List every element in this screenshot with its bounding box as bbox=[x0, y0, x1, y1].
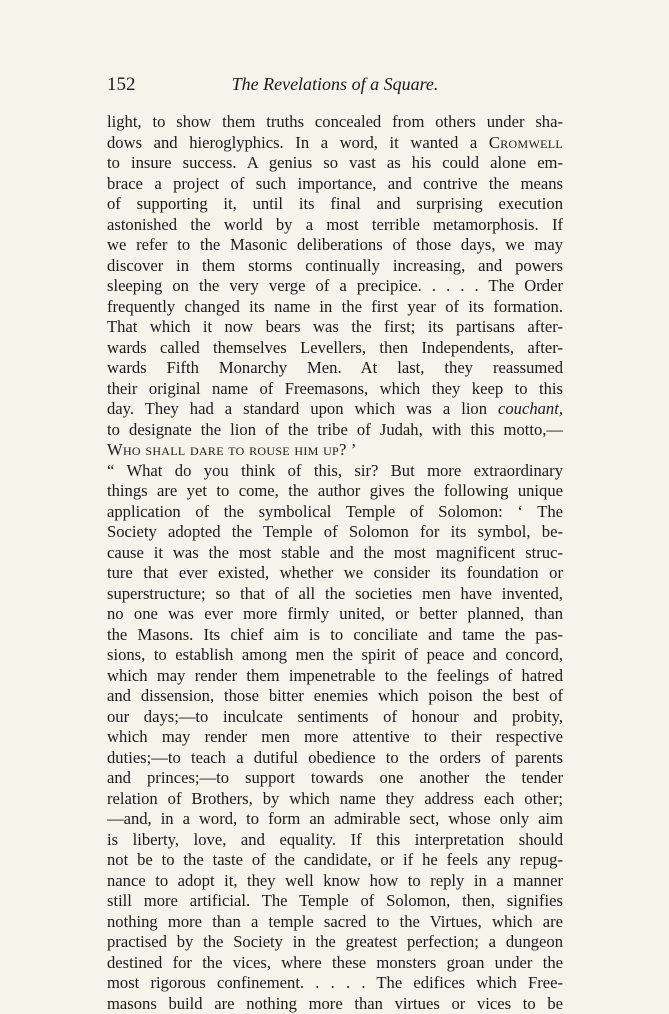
text-line: day. They had a standard upon which was a lion couchant, bbox=[107, 399, 563, 420]
text-line: practised by the Society in the greatest perfection; a dungeon bbox=[107, 932, 563, 953]
text-line: to designate the lion of the tribe of Judah, with this motto,— bbox=[107, 420, 563, 441]
text-line: application of the symbolical Temple of Solomon: ‘ The bbox=[107, 502, 563, 523]
text-line: frequently changed its name in the first year of its formation. bbox=[107, 297, 563, 318]
text-line: “ What do you think of this, sir? But more extraordinary bbox=[107, 461, 563, 482]
text-line: most rigorous confinement. . . . . The edifices which Free- bbox=[107, 973, 563, 994]
text-line: Society adopted the Temple of Solomon for its symbol, be- bbox=[107, 522, 563, 543]
text-line: our days;—to inculcate sentiments of honour and probity, bbox=[107, 707, 563, 728]
text-line: the Masons. Its chief aim is to conciliate and tame the pas- bbox=[107, 625, 563, 646]
text-line: nothing more than a temple sacred to the Virtues, which are bbox=[107, 912, 563, 933]
text-line: we refer to the Masonic deliberations of those days, we may bbox=[107, 235, 563, 256]
text-line: still more artificial. The Temple of Solomon, then, signifies bbox=[107, 891, 563, 912]
page-number: 152 bbox=[107, 74, 136, 96]
text-line: dows and hieroglyphics. In a word, it wanted a Cromwell bbox=[107, 133, 563, 154]
text-line: wards called themselves Levellers, then Independents, after- bbox=[107, 338, 563, 359]
text-line: to insure success. A genius so vast as his could alone em- bbox=[107, 153, 563, 174]
text-line: masons build are nothing more than virtues or vices to be bbox=[107, 994, 563, 1014]
text-line: —and, in a word, to form an admirable sect, whose only aim bbox=[107, 809, 563, 830]
text-line: which may render them impenetrable to the feelings of hatred bbox=[107, 666, 563, 687]
text-line: and dissension, those bitter enemies which poison the best of bbox=[107, 686, 563, 707]
text-line: astonished the world by a most terrible metamorphosis. If bbox=[107, 215, 563, 236]
text-line: sleeping on the very verge of a precipice. . . . . The Order bbox=[107, 276, 563, 297]
text-line: discover in them storms continually increasing, and powers bbox=[107, 256, 563, 277]
text-line: which may render men more attentive to their respective bbox=[107, 727, 563, 748]
word-couchant: couchant, bbox=[498, 399, 563, 418]
text-line: superstructure; so that of all the societies men have invented, bbox=[107, 584, 563, 605]
text-line: That which it now bears was the first; its partisans after- bbox=[107, 317, 563, 338]
text-line: duties;—to teach a dutiful obedience to the orders of parents bbox=[107, 748, 563, 769]
text-line-motto: Who shall dare to rouse him up? ’ bbox=[107, 440, 563, 461]
text-line: things are yet to come, the author gives the following unique bbox=[107, 481, 563, 502]
body-text bbox=[107, 112, 563, 1014]
text-line: brace a project of such importance, and contrive the means bbox=[107, 174, 563, 195]
text-line: relation of Brothers, by which name they address each other; bbox=[107, 789, 563, 810]
text-line: and princes;—to support towards one another the tender bbox=[107, 768, 563, 789]
page-header bbox=[107, 74, 563, 102]
text-line: of supporting it, until its final and surprising execution bbox=[107, 194, 563, 215]
motto: Who shall dare to rouse him up? bbox=[107, 440, 347, 459]
name-cromwell: Cromwell bbox=[489, 133, 563, 152]
text-line: sions, to establish among men the spirit of peace and concord, bbox=[107, 645, 563, 666]
text-line: light, to show them truths concealed from others under sha- bbox=[107, 112, 563, 133]
text-line: wards Fifth Monarchy Men. At last, they reassumed bbox=[107, 358, 563, 379]
text-line: not be to the taste of the candidate, or if he feels any repug- bbox=[107, 850, 563, 871]
text-line: is liberty, love, and equality. If this interpretation should bbox=[107, 830, 563, 851]
running-title: The Revelations of a Square. bbox=[107, 74, 563, 95]
text-line: destined for the vices, where these monsters groan under the bbox=[107, 953, 563, 974]
text-line: nance to adopt it, they well know how to reply in a manner bbox=[107, 871, 563, 892]
text-line: cause it was the most stable and the most magnificent struc- bbox=[107, 543, 563, 564]
text-line: their original name of Freemasons, which they keep to this bbox=[107, 379, 563, 400]
text-line: ture that ever existed, whether we consider its foundation or bbox=[107, 563, 563, 584]
text-line: no one was ever more firmly united, or better planned, than bbox=[107, 604, 563, 625]
